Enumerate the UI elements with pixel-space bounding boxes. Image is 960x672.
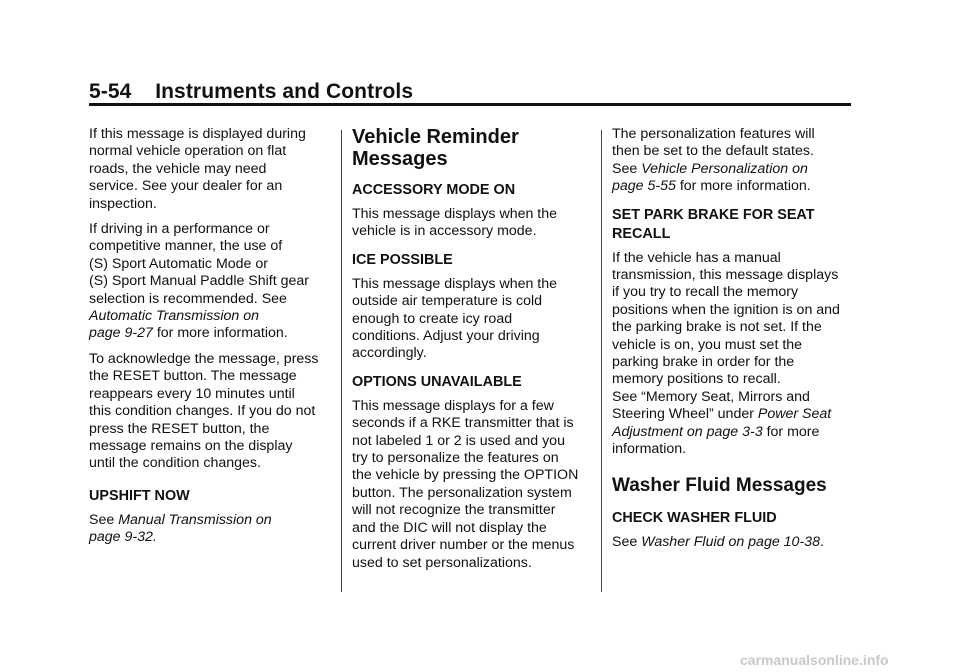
section-washer-fluid: Washer Fluid Messages — [612, 474, 827, 496]
column-3 — [612, 126, 854, 559]
heading-accessory-mode-on: ACCESSORY MODE ON — [352, 182, 516, 198]
column-divider-1 — [341, 130, 342, 592]
paragraph-intro: If this message is displayed during normal vehicle operation on flat roads, the vehicle may need service. See your dealer for an inspection. — [89, 126, 306, 212]
section-vehicle-reminder: Vehicle Reminder Messages — [352, 126, 519, 170]
watermark: carmanualsonline.info — [740, 652, 889, 668]
heading-ice-possible: ICE POSSIBLE — [352, 251, 453, 268]
paragraph-options: This message displays for a few seconds if a RKE transmitter that is not labeled 1 or 2 is used and you try to personalize the features on the vehicle by pressing the OPTION button. The personalization system will not recognize the transmitter and the DIC will not display the current driver number or the menus used to set personalizations. — [352, 397, 579, 571]
column-2 — [352, 126, 590, 580]
ref-page-5-55[interactable]: page 5-55 — [612, 178, 676, 195]
paragraph-upshift: See Manual Transmission on page 9-32. — [89, 511, 272, 546]
ref-automatic-transmission[interactable]: Automatic Transmission on — [89, 308, 260, 325]
paragraph-acknowledge: To acknowledge the message, press the RESET button. The message reappears every 10 minutes until this condition changes. If you do not press the RESET button, the message remains on the display until the condition changes. — [89, 350, 319, 472]
heading-check-washer-fluid: CHECK WASHER FLUID — [612, 509, 777, 526]
header-rule — [89, 103, 851, 106]
ref-manual-transmission[interactable]: Manual Transmission on — [118, 511, 272, 528]
ref-page-9-27[interactable]: page 9-27 — [89, 325, 153, 342]
page-number: 5-54 — [89, 80, 132, 103]
chapter-title: Instruments and Controls — [155, 80, 414, 103]
column-divider-2 — [601, 130, 602, 592]
heading-upshift-now: UPSHIFT NOW — [89, 487, 190, 504]
paragraph-accessory: This message displays when the vehicle is in accessory mode. — [352, 206, 558, 240]
paragraph-ice: This message displays when the outside air temperature is cold enough to create icy road conditions. Adjust your driving accordingly. — [352, 275, 558, 362]
ref-vehicle-personalization[interactable]: Vehicle Personalization on — [641, 160, 808, 177]
ref-page-9-32[interactable]: page 9-32. — [89, 529, 157, 546]
ref-power-seat[interactable]: Power Seat — [757, 406, 832, 423]
column-1 — [89, 126, 324, 555]
heading-options-unavailable: OPTIONS UNAVAILABLE — [352, 373, 522, 390]
paragraph-performance: If driving in a performance or competitive manner, the use of (S) Sport Automatic Mode or (S) Sport Manual Paddle Shift gear selection is recommended. See Automatic Transmission on page 9-27 for more information. — [89, 221, 310, 342]
paragraph-park-brake: If the vehicle has a manual transmission, this message displays if you try to recall the memory positions when the ignition is on and the parking brake is not set. If the vehicle is on, you must set the parking brake in order for the memory positions to recall. See “Memory Seat, Mirrors and Steering Wheel” under Power Seat Adjustment on page 3-3 for more information. — [612, 249, 840, 458]
ref-adjustment-page-3-3[interactable]: Adjustment on page 3-3 — [612, 423, 763, 440]
ref-washer-fluid[interactable]: Washer Fluid on page 10-38 — [641, 533, 820, 550]
header-title — [89, 80, 413, 104]
heading-set-park-brake: SET PARK BRAKE FOR SEAT RECALL — [612, 206, 815, 242]
paragraph-check-washer: See Washer Fluid on page 10-38. — [612, 533, 824, 550]
paragraph-personalization: The personalization features will then be set to the default states. See Vehicle Personalization on page 5-55 for more information. — [612, 126, 815, 195]
